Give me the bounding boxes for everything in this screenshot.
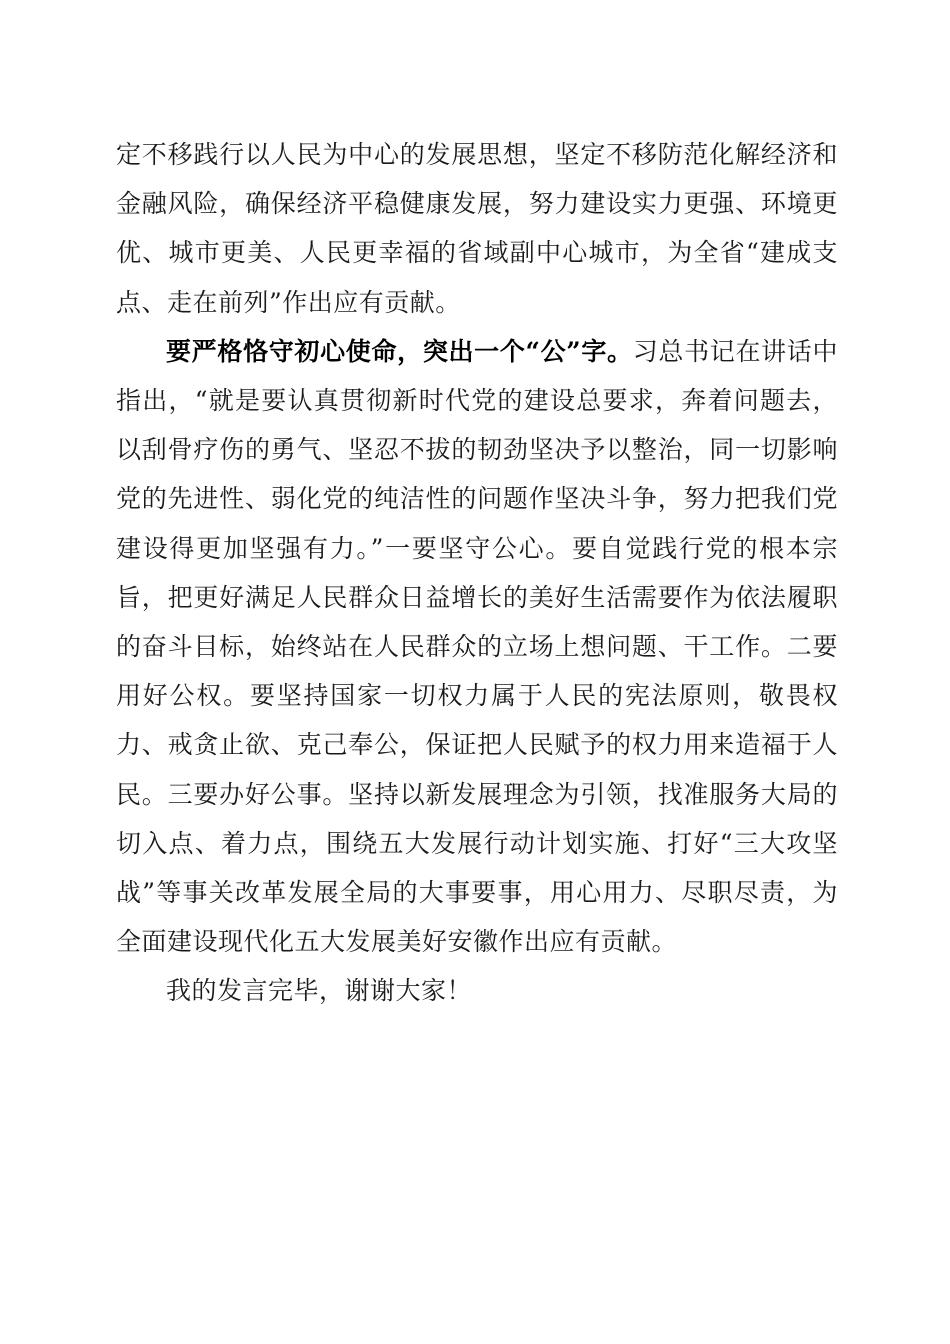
paragraph-public-duty xyxy=(116,327,838,967)
paragraph-text: 定不移践行以人民为中心的发展思想，坚定不移防范化解经济和金融风险，确保经济平稳健康发展，努力建设实力更强、环境更优、城市更美、人民更幸福的省域副中心城市，为全省“建成支点、走在前列”作出应有贡献。 xyxy=(116,140,838,317)
paragraph-text: 我的发言完毕，谢谢大家！ xyxy=(166,976,473,1006)
paragraph-text: 习总书记在讲话中指出，“就是要认真贯彻新时代党的建设总要求，奔着问题去，以刮骨疗伤的勇气、坚忍不拔的韧劲坚决予以整治，同一切影响党的先进性、弱化党的纯洁性的问题作坚决斗争，努力把我们党建设得更加坚强有力。”一要坚守公心。要自觉践行党的根本宗旨，把更好满足人民群众日益增长的美好生活需要作为依法履职的奋斗目标，始终站在人民群众的立场上想问题、干工作。二要用好公权。要坚持国家一切权力属于人民的宪法原则，敬畏权力、戒贪止欲、克己奉公，保证把人民赋予的权力用来造福于人民。三要办好公事。坚持以新发展理念为引领，找准服务大局的切入点、着力点，围绕五大发展行动计划实施、打好“三大攻坚战”等事关改革发展全局的大事要事，用心用力、尽职尽责，为全面建设现代化五大发展美好安徽作出应有贡献。 xyxy=(116,336,838,957)
paragraph-lead-heading: 要严格恪守初心使命，突出一个“公”字。 xyxy=(166,336,633,366)
paragraph-closing xyxy=(116,966,838,1015)
document-body xyxy=(116,130,838,1016)
paragraph-continuation xyxy=(116,130,838,327)
